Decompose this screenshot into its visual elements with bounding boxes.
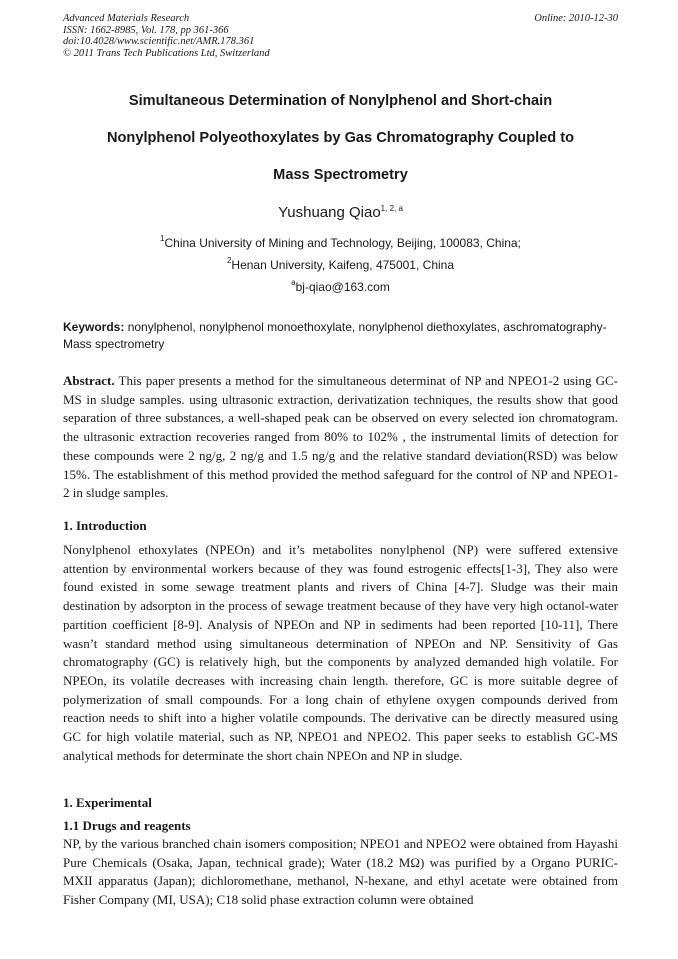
paper-title bbox=[63, 92, 618, 203]
abstract-text: This paper presents a method for the simultaneous determinat of NP and NPEO1-2 using GC-MS in sludge samples. using ultrasonic extraction, derivatization techniques, the results show that good separation of three substances, a well-shaped peak can be observed on every selected ion chromatogram. the ultrasonic extraction recoveries ranged from 80% to 102% , the instrumental limits of detection for these compounds were 2 ng/g, 2 ng/g and 1.5 ng/g and the relative standard deviation(RSD) was below 15%. The establishment of this method provided the method safeguard for the control of NP and NPEO1-2 in sludge samples. bbox=[63, 373, 618, 501]
affiliation-1-marker: 1 bbox=[160, 234, 165, 243]
author-name: Yushuang Qiao bbox=[278, 204, 381, 221]
affiliation-1-text: China University of Mining and Technology, Beijing, 100083, China; bbox=[164, 236, 521, 250]
affiliation-2-marker: 2 bbox=[226, 256, 232, 265]
title-line-1: Simultaneous Determination of Nonylphenol and Short-chain bbox=[128, 93, 553, 109]
issn-line: ISSN: 1662-8985, Vol. 178, pp 361-366 bbox=[63, 24, 229, 36]
email-text: bj-qiao@163.com bbox=[295, 280, 390, 294]
journal-header bbox=[63, 13, 618, 59]
affiliation-2-text: Henan University, Kaifeng, 475001, China bbox=[231, 258, 455, 272]
online-date: Online: 2010-12-30 bbox=[534, 13, 618, 24]
journal-name: Advanced Materials Research bbox=[63, 13, 190, 24]
author-superscript: 1, 2, a bbox=[380, 204, 403, 213]
abstract bbox=[63, 372, 618, 503]
abstract-label: Abstract. bbox=[63, 373, 115, 388]
drugs-reagents-heading: 1.1 Drugs and reagents bbox=[63, 818, 191, 833]
drugs-reagents-text: NP, by the various branched chain isomers composition; NPEO1 and NPEO2 were obtained from Hayashi Pure Chemicals (Osaka, Japan, technical grade); Water (18.2 MΩ) was purified by a Organo PURIC-MXII apparatus (Japan); dichloromethane, methanol, N-hexane, and ethyl acetate were obtained from Fisher Company (MI, USA); C18 solid phase extraction column were obtained bbox=[63, 836, 618, 908]
title-line-2: Nonylphenol Polyeothoxylates by Gas Chromatography Coupled to bbox=[106, 130, 575, 146]
introduction-text: Nonylphenol ethoxylates (NPEOn) and it’s metabolites nonylphenol (NP) were suffered extensive attention by environmental workers because of they was found estrogenic effects[1-3], They also were found existed in some sewage treatment plants and rivers of China [4-7]. Sludge was their main destination by adsorpton in the process of sewage treatment because of they have very high octanol-water partition coefficient [8-9]. Analysis of NPEOn and NP in sediments had been reported [10-11], There wasn’t standard method using simultaneous determination of NPEOn and NP. Sensitivity of Gas chromatography (GC) is relatively high, but the components by analyzed demanded high volatile. For NPEOn, its volatile decreases with increasing chain length. therefore, GC is more suitable degree of polymerization of small compounds. For a long chain of ethylene oxygen compounds derived from reaction needs to shift into a higher volatile compounds. The derivative can be directly measured using GC for high volatile material, such as NP, NPEO1 and NPEO2. This paper seeks to establish GC-MS analytical methods for determinate the short chain NPEOn and NP in sludge. bbox=[63, 542, 618, 763]
doi-line: doi:10.4028/www.scientific.net/AMR.178.361 bbox=[63, 36, 255, 48]
introduction-heading: 1. Introduction bbox=[63, 518, 147, 533]
author-line bbox=[63, 203, 618, 223]
affiliation-1 bbox=[63, 236, 618, 250]
email-marker: a bbox=[291, 278, 296, 287]
title-line-3: Mass Spectrometry bbox=[273, 167, 408, 183]
keywords bbox=[63, 319, 618, 353]
keywords-text: nonylphenol, nonylphenol monoethoxylate, nonylphenol diethoxylates, aschromatography-Mass spectrometry bbox=[63, 320, 607, 351]
affiliation-2 bbox=[63, 258, 618, 272]
copyright-line: © 2011 Trans Tech Publications Ltd, Switzerland bbox=[63, 47, 270, 59]
experimental-heading: 1. Experimental bbox=[63, 795, 152, 810]
author-email bbox=[63, 280, 618, 294]
keywords-label: Keywords: bbox=[63, 320, 125, 334]
